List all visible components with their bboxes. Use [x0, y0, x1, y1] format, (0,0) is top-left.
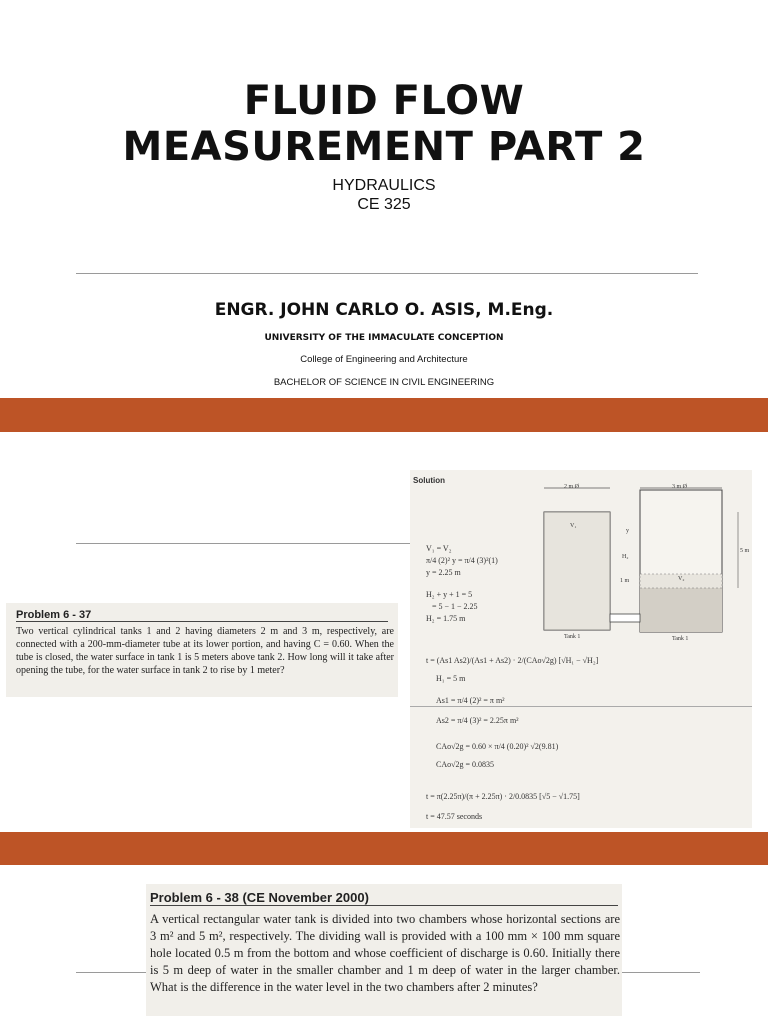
solution-line: As1 = π/4 (2)² = π m²: [436, 696, 505, 705]
rise-1m-label: 1 m: [620, 578, 630, 584]
page-title: [0, 78, 768, 170]
solution-scan: [410, 470, 752, 828]
university-name: UNIVERSITY OF THE IMMACULATE CONCEPTION: [264, 333, 504, 343]
tank1-label: Tank 1: [564, 634, 581, 640]
title-line-1: FLUID FLOW: [243, 78, 525, 124]
solution-line: As2 = π/4 (3)² = 2.25π m²: [436, 716, 519, 725]
solution-line: t = 47.57 seconds: [426, 812, 483, 821]
solution-line: CAo√2g = 0.0835: [436, 760, 495, 769]
accent-band-1: [0, 398, 768, 432]
divider-top: [76, 273, 698, 274]
solution-line: t = (As1 As2)/(As1 + As2) · 2/(CAo√2g) [√H₁ − √H₂]: [426, 656, 599, 665]
solution-line: π/4 (2)² y = π/4 (3)²(1): [426, 556, 498, 565]
title-line-2: MEASUREMENT PART 2: [122, 124, 646, 170]
drop-y-label: y: [626, 528, 629, 534]
solution-line: H₂ = 1.75 m: [426, 614, 466, 623]
tank1-diameter: 2 m Ø: [564, 484, 579, 490]
program-name: BACHELOR OF SCIENCE IN CIVIL ENGINEERING: [273, 377, 495, 388]
solution-line: y = 2.25 m: [426, 568, 461, 577]
solution-line: CAo√2g = 0.60 × π/4 (0.20)² √2(9.81): [436, 742, 559, 751]
divider-bottom-right: [622, 972, 700, 973]
height-5m-label: 5 m: [740, 548, 750, 554]
problem-6-38-text: A vertical rectangular water tank is divided into two chambers whose horizontal sections are 3 m² and 5 m², respectively. The dividing wall is provided with a 100 mm × 100 mm square hole located 0.5 m from the bottom and whose coefficient of discharge is 0.60. Initially there is 5 m deep of water in the smaller chamber and 1 m deep of water in the larger chamber. What is the difference in the water level in the two chambers after 2 minutes?: [150, 912, 620, 994]
problem-6-38-scan: [146, 884, 622, 1016]
solution-line: V₁ = V₂: [426, 544, 452, 553]
volume-1-label: V₁: [570, 523, 577, 529]
volume-2-label: V₂: [678, 576, 685, 582]
head-h2-label: H₂: [622, 554, 629, 560]
college-name: College of Engineering and Architecture: [300, 354, 468, 365]
problem-6-37-title: Problem 6 - 37: [16, 609, 388, 622]
divider-bottom-left: [76, 972, 146, 973]
solution-line: = 5 − 1 − 2.25: [432, 602, 478, 611]
divider-mid: [76, 543, 410, 544]
problem-6-37-text: Two vertical cylindrical tanks 1 and 2 having diameters 2 m and 3 m, respectively, are connected with a 200-mm-diameter tube at its lower portion, and having C = 0.60. When the tube is closed, the water surface in tank 1 is 5 meters above tank 2. How long will it take after opening the tube, for the water surface in tank 2 to rise by 1 meter?: [16, 626, 394, 676]
tank2-label: Tank 1: [672, 636, 689, 642]
accent-band-2: [0, 832, 768, 865]
author-name: ENGR. JOHN CARLO O. ASIS, M.Eng.: [214, 300, 554, 320]
tank2-diameter: 3 m Ø: [672, 484, 687, 490]
solution-divider: [410, 706, 752, 707]
solution-line: H₁ = 5 m: [436, 674, 466, 683]
course-code: CE 325: [357, 196, 411, 213]
solution-line: H₂ + y + 1 = 5: [426, 590, 473, 599]
solution-heading: Solution: [413, 476, 445, 485]
solution-line: t = π(2.25π)/(π + 2.25π) · 2/0.0835 [√5 − √1.75]: [426, 792, 580, 801]
problem-6-38-title: Problem 6 - 38 (CE November 2000): [150, 890, 618, 906]
subject-label: HYDRAULICS: [332, 177, 436, 194]
problem-6-37-scan: [6, 603, 398, 697]
